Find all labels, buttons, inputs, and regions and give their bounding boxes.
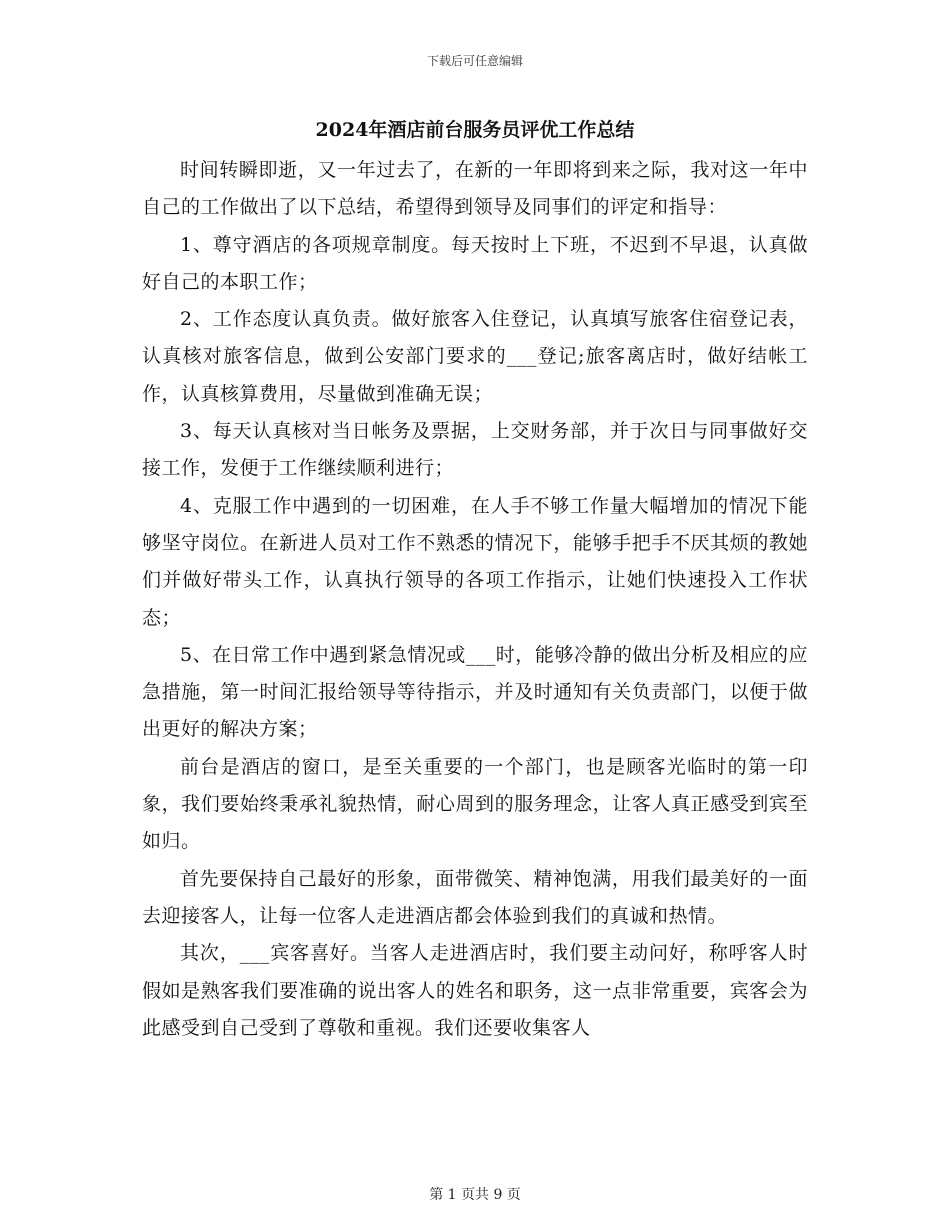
document-title: 2024年酒店前台服务员评优工作总结 [315, 119, 635, 141]
paragraph-intro: 时间转瞬即逝，又一年过去了，在新的一年即将到来之际，我对这一年中自己的工作做出了以下总结，希望得到领导及同事们的评定和指导： [142, 159, 808, 219]
paragraph-second: 其次，___宾客喜好。当客人走进酒店时，我们要主动问好，称呼客人时假如是熟客我们要准确的说出客人的姓名和职务，这一点非常重要，宾客会为此感受到自己受到了尊敬和重视。我们还要收集客人 [142, 942, 808, 1039]
paragraph-item-3: 3、每天认真核对当日帐务及票据，上交财务部，并于次日与同事做好交接工作，发便于工作继续顺利进行； [142, 420, 808, 480]
page-header: 下载后可任意编辑 [426, 54, 523, 68]
paragraph-first: 首先要保持自己最好的形象，面带微笑、精神饱满，用我们最美好的一面去迎接客人，让每一位客人走进酒店都会体验到我们的真诚和热情。 [142, 867, 808, 927]
page-footer: 第 1 页共 9 页 [429, 1187, 521, 1203]
paragraph-item-2: 2、工作态度认真负责。做好旅客入住登记，认真填写旅客住宿登记表，认真核对旅客信息，做到公安部门要求的___登记;旅客离店时，做好结帐工作，认真核算费用，尽量做到准确无误； [142, 308, 808, 405]
paragraph-item-4: 4、克服工作中遇到的一切困难，在人手不够工作量大幅增加的情况下能够坚守岗位。在新进人员对工作不熟悉的情况下，能够手把手不厌其烦的教她们并做好带头工作，认真执行领导的各项工作指示，让她们快速投入工作状态； [142, 494, 808, 629]
paragraph-item-1: 1、尊守酒店的各项规章制度。每天按时上下班，不迟到不早退，认真做好自己的本职工作； [142, 233, 808, 293]
paragraph-item-5: 5、在日常工作中遇到紧急情况或___时，能够冷静的做出分析及相应的应急措施，第一时间汇报给领导等待指示，并及时通知有关负责部门，以便于做出更好的解决方案； [142, 643, 808, 741]
document-body [142, 112, 808, 1047]
paragraph-front-desk: 前台是酒店的窗口，是至关重要的一个部门，也是顾客光临时的第一印象，我们要始终秉承礼貌热情，耐心周到的服务理念，让客人真正感受到宾至如归。 [142, 755, 808, 853]
